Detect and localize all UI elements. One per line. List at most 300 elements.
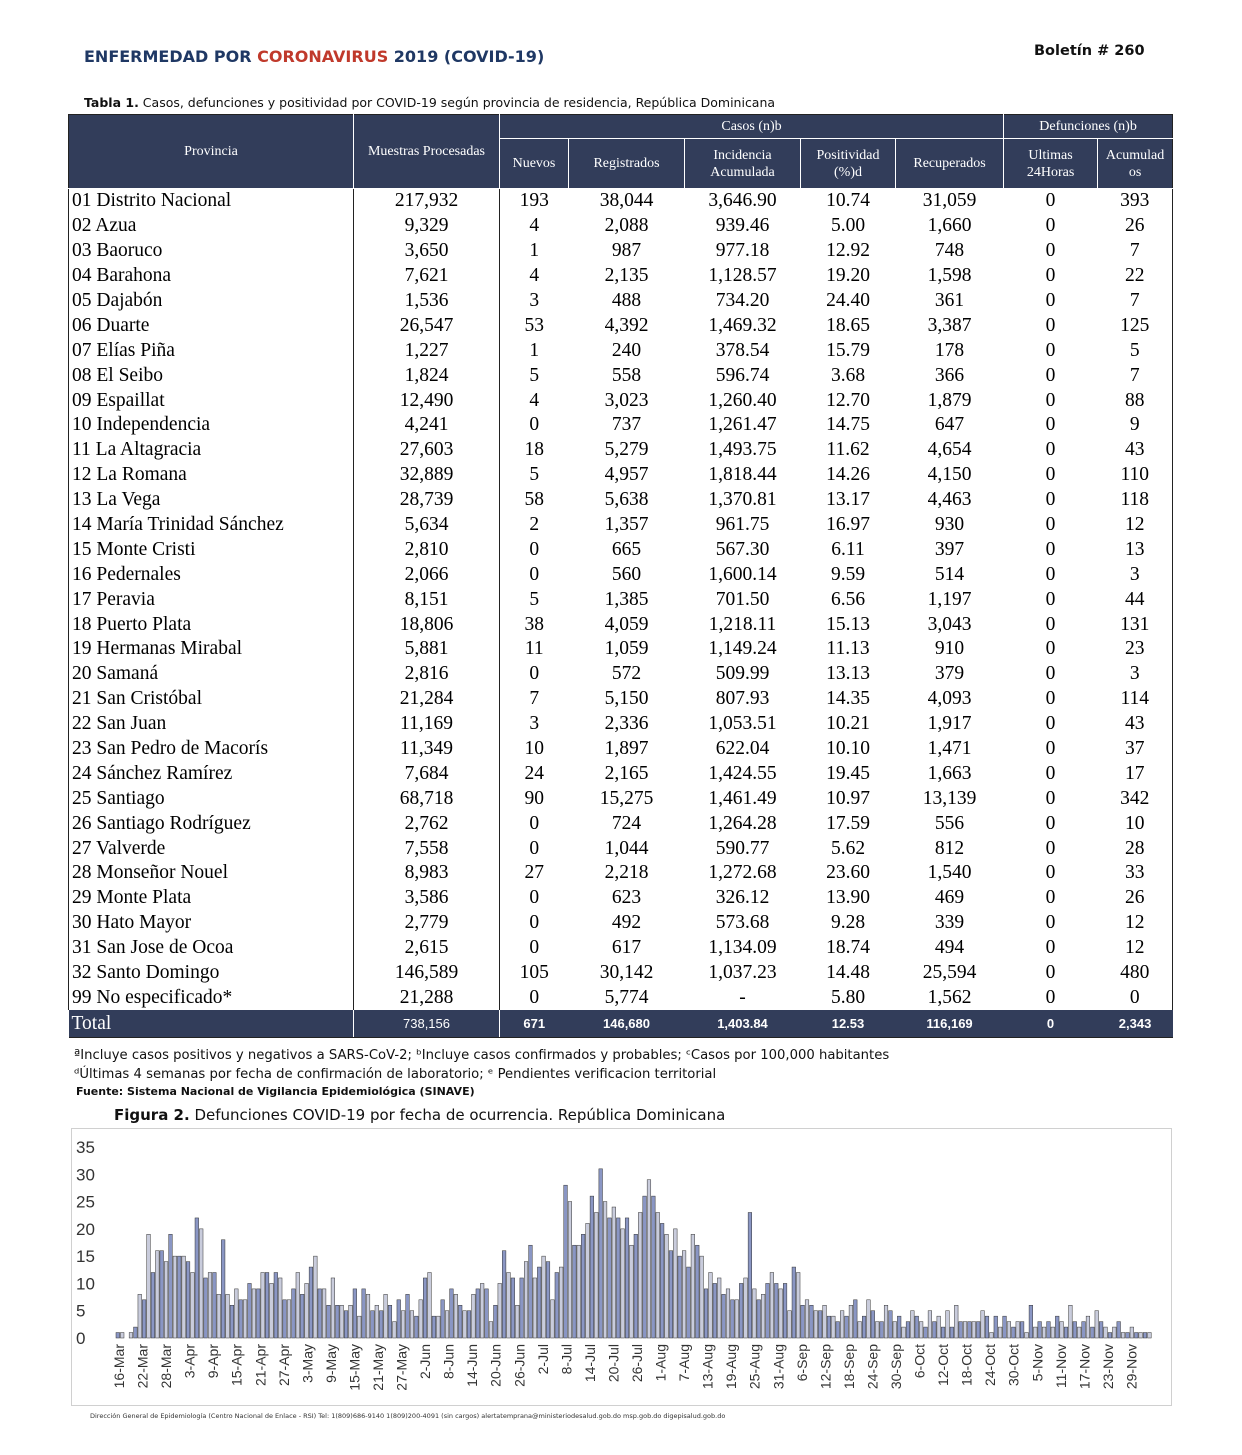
bar [379,1311,383,1338]
bar [1029,1305,1033,1338]
bar [1012,1327,1016,1338]
cell-recuperados: 13,139 [922,787,977,809]
cell-ultimas: 0 [1045,688,1056,710]
bar [757,1300,761,1338]
cell-nuevos: 0 [529,837,540,859]
bar [1112,1327,1116,1338]
x-tick-label: 15-Apr [228,1344,245,1387]
bar [235,1289,239,1338]
cell-nuevos: 38 [524,613,544,635]
bar [1077,1327,1081,1338]
cell-incidencia: 1,134.09 [708,937,777,959]
table-row [69,712,1173,737]
bar [810,1305,814,1338]
cell-muestras: 21,284 [354,687,500,712]
cell-incidencia: 1,053.51 [708,713,777,735]
cell-provincia: 22 San Juan [69,712,354,737]
chart-frame [71,1128,1172,1406]
cell-registrados: 737 [611,414,642,436]
y-tick-label: 10 [76,1274,95,1294]
total-recuperados: 116,169 [896,1010,1004,1038]
cell-incidencia: - [739,986,746,1008]
bar [731,1300,735,1338]
cell-positividad: 12.92 [826,240,870,262]
bar [191,1273,195,1338]
bar [1099,1322,1103,1338]
cell-recuperados: 1,917 [927,713,972,735]
bar [1069,1305,1073,1338]
bar [761,1294,765,1338]
bar [256,1289,260,1338]
bar [1095,1311,1099,1338]
cell-incidencia: 573.68 [715,912,770,934]
cell-provincia: 02 Azua [69,214,354,239]
cell-nuevos: 0 [529,538,540,560]
cell-nuevos: 0 [529,887,540,909]
cell-provincia: 04 Barahona [69,264,354,289]
bar [1117,1322,1121,1338]
cell-nuevos: 10 [524,738,544,760]
bar [555,1273,559,1338]
bar [968,1322,972,1338]
bar [805,1300,809,1338]
bar [792,1267,796,1338]
bar [823,1305,827,1338]
cell-registrados: 5,150 [604,688,649,710]
bar [401,1311,405,1338]
bar [287,1300,291,1338]
table-row [69,239,1173,264]
x-tick-label: 27-May [393,1344,410,1391]
bar [682,1251,686,1338]
y-tick-label: 35 [76,1138,95,1157]
cell-acumulados: 33 [1098,861,1173,886]
cell-recuperados: 178 [934,339,965,361]
bar [906,1322,910,1338]
table-row [69,413,1173,438]
bar [1108,1333,1112,1338]
bar [660,1223,664,1338]
cell-provincia: 25 Santiago [69,786,354,811]
cell-recuperados: 1,540 [927,862,972,884]
cell-nuevos: 1 [529,240,540,262]
cell-nuevos: 1 [529,339,540,361]
x-tick-label: 25-Aug [746,1344,763,1390]
x-tick-label: 19-Aug [723,1344,740,1390]
cell-recuperados: 361 [934,290,965,311]
x-tick-label: 24-Sep [864,1344,881,1390]
cell-registrados: 5,774 [604,986,649,1008]
bar [270,1283,274,1338]
bar [515,1305,519,1338]
cell-incidencia: 1,264.28 [708,812,777,834]
total-registrados: 146,680 [569,1010,685,1038]
bar [151,1273,155,1338]
cell-acumulados: 22 [1098,264,1173,289]
x-tick-label: 12-Sep [817,1344,834,1390]
cell-nuevos: 18 [524,439,544,461]
cell-nuevos: 3 [529,290,540,311]
x-tick-label: 14-Jun [464,1344,481,1387]
x-tick-label: 30-Sep [888,1344,904,1390]
y-tick-label: 30 [76,1165,95,1185]
cell-acumulados: 43 [1098,712,1173,737]
cell-acumulados: 3 [1098,662,1173,687]
cell-provincia: 06 Duarte [69,313,354,338]
x-tick-label: 16-Mar [111,1344,127,1389]
bar [463,1311,467,1338]
footnotes [74,1046,889,1084]
x-tick-label: 9-May [322,1344,339,1383]
bar [467,1311,471,1338]
bar [744,1278,748,1338]
contact-footer: Dirección General de Epidemiología (Centro Nacional de Enlace - RSI) Tel: 1(809)686-9140 1(809)200-4091 (sin cargos) alertatemprana@ministeriodesalud.gob.do msp.gob.do digepisalud.gob.do [90,1412,726,1420]
cell-positividad: 15.13 [826,613,870,635]
cell-registrados: 30,142 [599,962,654,984]
figure-caption [114,1106,725,1124]
bar [717,1278,721,1338]
bar [327,1305,331,1338]
cell-nuevos: 0 [529,812,540,834]
bar [678,1256,682,1338]
table-row [69,313,1173,338]
bar [1130,1327,1134,1338]
table-row [69,338,1173,363]
bar [502,1251,506,1338]
cell-acumulados: 26 [1098,886,1173,911]
x-tick-label: 23-Nov [1099,1344,1116,1390]
bar [766,1283,770,1338]
cell-ultimas: 0 [1045,613,1056,635]
cell-acumulados: 342 [1098,786,1173,811]
bar [941,1327,945,1338]
bar [599,1169,603,1338]
bar [994,1316,998,1338]
cell-acumulados: 12 [1098,513,1173,538]
cell-registrados: 15,275 [599,787,654,809]
bar [371,1311,375,1338]
bar [546,1262,550,1338]
bar [292,1289,296,1338]
x-tick-label: 17-Nov [1076,1344,1093,1390]
bar [432,1316,436,1338]
bar [568,1202,572,1338]
bar [177,1256,181,1338]
cell-muestras: 11,169 [354,712,500,737]
cell-registrados: 2,165 [604,762,649,784]
x-tick-label: 27-Apr [275,1344,292,1387]
cell-muestras: 11,349 [354,737,500,762]
cell-provincia: 30 Hato Mayor [69,911,354,936]
cell-ultimas: 0 [1045,937,1056,959]
cell-ultimas: 0 [1045,514,1056,536]
cell-recuperados: 556 [934,812,965,834]
cell-acumulados: 131 [1098,612,1173,637]
cell-acumulados: 37 [1098,737,1173,762]
bar [335,1305,339,1338]
cell-positividad: 10.10 [826,738,870,760]
bar [1060,1322,1064,1338]
cell-provincia: 32 Santo Domingo [69,961,354,986]
bar [858,1322,862,1338]
bar [353,1289,357,1338]
cell-provincia: 24 Sánchez Ramírez [69,761,354,786]
x-tick-label: 18-Oct [958,1344,975,1387]
cell-incidencia: 509.99 [715,663,770,685]
x-tick-label: 3-Apr [181,1344,198,1379]
x-tick-label: 8-Jun [440,1344,457,1380]
cell-recuperados: 397 [934,538,965,560]
cell-acumulados: 7 [1098,363,1173,388]
cell-ultimas: 0 [1045,713,1056,735]
cell-incidencia: 590.77 [715,837,770,859]
cell-recuperados: 647 [934,414,965,436]
bar [445,1311,449,1338]
x-tick-label: 20-Jul [605,1344,622,1383]
cell-positividad: 10.97 [826,787,870,809]
bar [533,1278,537,1338]
cell-muestras: 2,762 [354,811,500,836]
bar [594,1212,598,1338]
table-row [69,513,1173,538]
cell-incidencia: 1,461.49 [708,787,777,809]
bar [840,1311,844,1338]
table-caption-text: Casos, defunciones y positividad por COVID-19 según provincia de residencia, República Dominicana [138,95,776,110]
cell-positividad: 18.74 [826,937,870,959]
cell-provincia: 15 Monte Cristi [69,537,354,562]
cell-nuevos: 193 [519,190,549,212]
cell-muestras: 26,547 [354,313,500,338]
table-row [69,289,1173,314]
cell-muestras: 12,490 [354,388,500,413]
x-tick-label: 14-Jul [581,1344,598,1383]
cell-registrados: 623 [611,887,642,909]
cell-positividad: 14.48 [826,962,870,984]
x-tick-label: 3-May [299,1344,316,1383]
cell-nuevos: 90 [524,787,544,809]
cell-acumulados: 43 [1098,438,1173,463]
bar [564,1185,568,1338]
cell-incidencia: 1,037.23 [708,962,777,984]
cell-provincia: 20 Samaná [69,662,354,687]
cell-provincia: 11 La Altagracia [69,438,354,463]
cell-ultimas: 0 [1045,389,1056,411]
bar [954,1305,958,1338]
cell-incidencia: 734.20 [715,290,770,311]
cell-ultimas: 0 [1045,638,1056,660]
header-provincia: Provincia [69,115,354,189]
cell-acumulados: 26 [1098,214,1173,239]
bar [621,1229,625,1338]
title-part-1: ENFERMEDAD POR [84,47,258,66]
bar [419,1300,423,1338]
cell-positividad: 17.59 [826,812,870,834]
bar [937,1316,941,1338]
x-tick-label: 8-Jul [558,1344,575,1375]
table-caption-label: Tabla 1. [84,95,139,110]
bar [674,1229,678,1338]
x-tick-label: 28-Mar [158,1344,175,1389]
cell-muestras: 5,881 [354,637,500,662]
bar [1086,1316,1090,1338]
cell-incidencia: 1,493.75 [708,439,777,461]
cell-provincia: 14 María Trinidad Sánchez [69,513,354,538]
cell-incidencia: 3,646.90 [708,190,777,212]
bar [748,1212,752,1338]
cell-recuperados: 514 [934,563,965,585]
table-row [69,737,1173,762]
bar [1042,1327,1046,1338]
bar [871,1311,875,1338]
cell-ultimas: 0 [1045,787,1056,809]
cell-positividad: 5.80 [830,986,866,1008]
cell-ultimas: 0 [1045,190,1056,212]
cell-ultimas: 0 [1045,986,1056,1008]
cell-ultimas: 0 [1045,364,1056,386]
cell-muestras: 7,558 [354,836,500,861]
bar [897,1316,901,1338]
cell-provincia: 23 San Pedro de Macorís [69,737,354,762]
cell-incidencia: 1,149.24 [708,638,777,660]
cell-positividad: 10.74 [826,190,870,212]
bar [406,1294,410,1338]
bar [647,1180,651,1338]
bar [520,1278,524,1338]
bar [1038,1322,1042,1338]
bar [274,1273,278,1338]
cell-ultimas: 0 [1045,887,1056,909]
bar [788,1311,792,1338]
table-row [69,363,1173,388]
bar [770,1273,774,1338]
cell-positividad: 19.45 [826,762,870,784]
x-tick-label: 1-Aug [652,1344,669,1382]
total-positividad: 12.53 [801,1010,896,1038]
cell-acumulados: 44 [1098,587,1173,612]
header-defunciones-group: Defunciones (n)b [1004,115,1173,139]
bar [559,1267,563,1338]
cell-recuperados: 1,879 [927,389,972,411]
bar [972,1322,976,1338]
cell-registrados: 1,044 [604,837,649,859]
bar [450,1289,454,1338]
header-nuevos: Nuevos [500,139,569,189]
cell-ultimas: 0 [1045,538,1056,560]
y-tick-label: 0 [76,1329,86,1348]
cell-positividad: 19.20 [826,265,870,287]
x-tick-label: 29-Nov [1123,1344,1140,1390]
cell-ultimas: 0 [1045,439,1056,461]
cell-provincia: 17 Peravia [69,587,354,612]
cell-acumulados: 110 [1098,463,1173,488]
cell-muestras: 1,824 [354,363,500,388]
cell-acumulados: 9 [1098,413,1173,438]
bar [436,1316,440,1338]
bar [1003,1316,1007,1338]
bar [915,1316,919,1338]
x-tick-label: 18-Sep [840,1344,857,1390]
cell-registrados: 724 [611,812,642,834]
bar [634,1234,638,1338]
cell-recuperados: 1,660 [927,215,972,237]
cell-muestras: 18,806 [354,612,500,637]
cell-muestras: 5,634 [354,513,500,538]
bar [981,1311,985,1338]
cell-incidencia: 961.75 [715,514,770,536]
cell-nuevos: 4 [529,215,540,237]
header-registrados: Registrados [569,139,685,189]
cell-ultimas: 0 [1045,414,1056,436]
cell-incidencia: 567.30 [715,538,770,560]
bar [845,1316,849,1338]
cell-recuperados: 812 [934,837,965,859]
total-label: Total [69,1010,354,1038]
cell-recuperados: 1,197 [927,588,972,610]
cell-incidencia: 939.46 [715,215,770,237]
cell-muestras: 3,586 [354,886,500,911]
cell-acumulados: 114 [1098,687,1173,712]
bar [265,1273,269,1338]
table-row [69,911,1173,936]
bar [186,1262,190,1338]
bar [722,1294,726,1338]
cell-nuevos: 3 [529,713,540,735]
cell-positividad: 11.62 [826,439,870,461]
bar [120,1333,124,1338]
cell-ultimas: 0 [1045,489,1056,511]
bar [507,1273,511,1338]
cell-ultimas: 0 [1045,862,1056,884]
bar [735,1300,739,1338]
bar [586,1223,590,1338]
cell-incidencia: 1,370.81 [708,489,777,511]
total-ultimas: 0 [1004,1010,1098,1038]
cell-recuperados: 379 [934,663,965,685]
cell-muestras: 3,650 [354,239,500,264]
cell-recuperados: 1,663 [927,762,972,784]
cell-acumulados: 118 [1098,488,1173,513]
cell-positividad: 12.70 [826,389,870,411]
cell-muestras: 2,615 [354,936,500,961]
bar [709,1273,713,1338]
bar [472,1294,476,1338]
cell-incidencia: 1,818.44 [708,464,777,486]
bar [950,1327,954,1338]
cell-ultimas: 0 [1045,837,1056,859]
x-tick-label: 31-Aug [770,1344,787,1390]
cell-recuperados: 3,387 [927,314,972,336]
cell-registrados: 38,044 [599,190,654,212]
bar [1051,1327,1055,1338]
table-row [69,612,1173,637]
cell-provincia: 16 Pedernales [69,562,354,587]
header-incidencia: Incidencia Acumulada [685,139,801,189]
cell-provincia: 27 Valverde [69,836,354,861]
cell-acumulados: 13 [1098,537,1173,562]
cell-positividad: 6.56 [830,588,866,610]
cell-registrados: 1,897 [604,738,649,760]
total-acumulados: 2,343 [1098,1010,1173,1038]
cell-acumulados: 23 [1098,637,1173,662]
cell-ultimas: 0 [1045,912,1056,934]
cell-acumulados: 88 [1098,388,1173,413]
cell-positividad: 5.62 [830,837,866,859]
bar [199,1229,203,1338]
table-row [69,662,1173,687]
cell-registrados: 4,957 [604,464,649,486]
cell-ultimas: 0 [1045,663,1056,685]
bar [428,1273,432,1338]
